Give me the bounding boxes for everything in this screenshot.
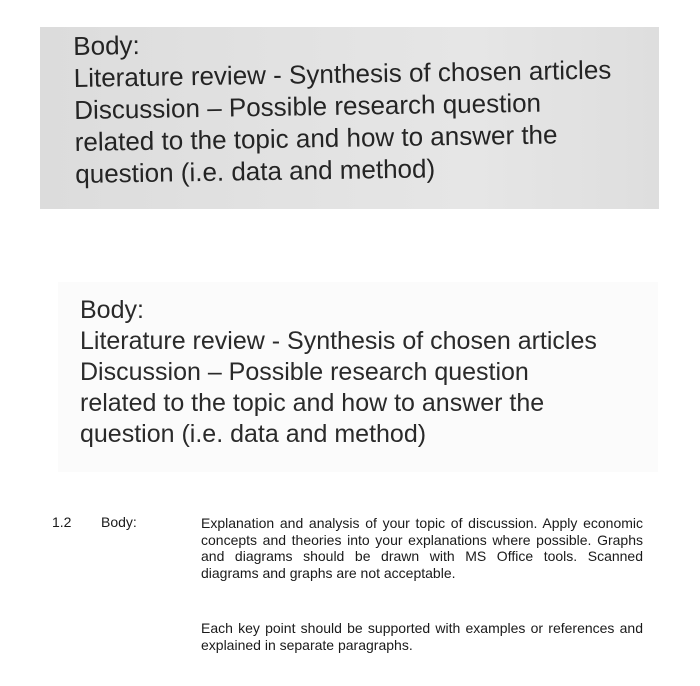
photo-excerpt-middle [58, 282, 658, 472]
photo-line-2: Discussion – Possible research question [80, 358, 529, 386]
photo-heading: Body: [80, 296, 144, 324]
section-label: Body: [101, 514, 137, 530]
photo-text-block [80, 295, 655, 450]
section-number: 1.2 [52, 514, 72, 530]
photo-excerpt-top [40, 27, 659, 209]
photo-line-4: question (i.e. data and method) [80, 420, 427, 448]
photo-line-1: Literature review - Synthesis of chosen articles [80, 327, 597, 355]
section-paragraph-2: Each key point should be supported with examples or references and explained in separate paragraphs. [201, 620, 643, 653]
photo-line-2: Discussion – Possible research question [74, 87, 542, 125]
section-paragraph-1: Explanation and analysis of your topic of discussion. Apply economic concepts and theories into your explanations where possible. Graphs and diagrams should be drawn with MS Office tools. Scanned diagrams and graphs are not acceptable. [201, 515, 643, 581]
photo-text-block [73, 21, 665, 190]
photo-line-3: related to the topic and how to answer the [80, 389, 545, 417]
photo-line-1: Literature review - Synthesis of chosen articles [73, 54, 612, 93]
document-section [0, 510, 700, 670]
photo-heading: Body: [73, 29, 140, 61]
photo-line-4: question (i.e. data and method) [75, 153, 436, 189]
photo-line-3: related to the topic and how to answer the [74, 119, 558, 157]
